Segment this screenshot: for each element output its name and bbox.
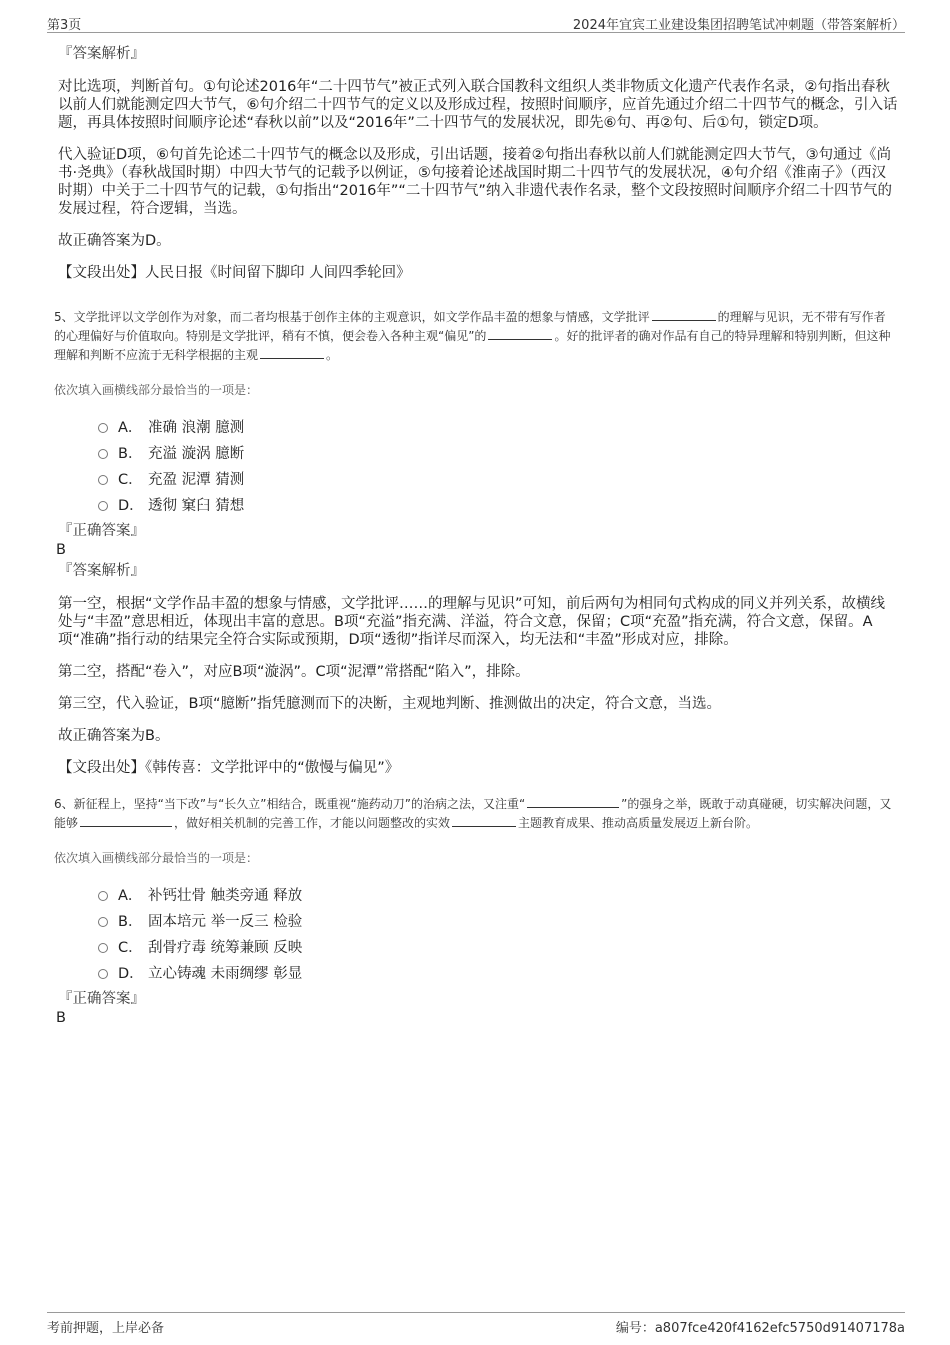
q5-analysis-para2: 第二空，搭配“卷入”，对应B项“漩涡”。C项“泥潭”常搭配“陷入”，排除。 [58,664,530,680]
q6-blank-3 [452,815,516,827]
document-body [54,44,898,1027]
q5-prompt: 依次填入画横线部分最恰当的一项是： [54,383,259,397]
document-title: 2024年宜宾工业建设集团招聘笔试冲刺题（带答案解析） [572,18,905,33]
footer-serial: 编号：a807fce420f4162efc5750d91407178a [615,1321,905,1336]
q5-option-a[interactable]: A． 准确 浪潮 臆测 [98,413,898,439]
q6-option-a[interactable]: A． 补钙壮骨 触类旁通 释放 [98,881,898,907]
page-number: 第3页 [47,18,82,33]
q5-correct-label: 『正确答案』 [58,523,145,539]
radio-icon[interactable] [98,943,108,953]
q5-conclusion: 故正确答案为B。 [58,728,170,744]
q5-options [98,413,898,517]
radio-icon[interactable] [98,969,108,979]
q5-analysis-label: 『答案解析』 [58,563,145,579]
radio-icon[interactable] [98,449,108,459]
q5-analysis-para3: 第三空，代入验证，B项“臆断”指凭臆测而下的决断，主观地判断、推测做出的决定，符合文意，当选。 [58,696,721,712]
page-footer [47,1312,905,1335]
q4-analysis-para2: 代入验证D项，⑥句首先论述二十四节气的概念以及形成，引出话题，接着②句指出春秋以前人们就能测定四大节气，③句通过《尚书·尧典》（春秋战国时期）中四大节气的记载予以例证，⑤句接着论述战国时期二十四节气的发展状况，④句介绍《淮南子》（西汉时期）中关于二十四节气的记载，①句指出“2016年”“二十四节气”纳入非遗代表作名录，整个文段按照时间顺序介绍二十四节气的发展过程，符合逻辑，当选。 [58,147,892,217]
q5-source: 【文段出处】《韩传喜：文学批评中的“傲慢与偏见”》 [58,760,400,776]
q5-correct-answer: B [56,542,66,558]
q4-analysis-para1: 对比选项，判断首句。①句论述2016年“二十四节气”被正式列入联合国教科文组织人类非物质文化遗产代表作名录，②句指出春秋以前人们就能测定四大节气，⑥句介绍二十四节气的定义以及形成过程，按照时间顺序，应首先通过介绍二十四节气的概念，引入话题，再具体按照时间顺序论述“春秋以前”以及“2016年”二十四节气的发展状况，即先⑥句、再②句、后①句，锁定D项。 [58,79,898,131]
q6-correct-answer: B [56,1010,66,1026]
q5-blank-3 [260,347,324,359]
radio-icon[interactable] [98,501,108,511]
q6-prompt: 依次填入画横线部分最恰当的一项是： [54,851,259,865]
q4-analysis-label: 『答案解析』 [58,46,145,62]
q6-option-d[interactable]: D． 立心铸魂 未雨绸缪 彰显 [98,959,898,985]
q5-blank-1 [652,309,716,321]
q5-option-b[interactable]: B． 充溢 漩涡 臆断 [98,439,898,465]
page-header [47,12,905,33]
q6-option-b[interactable]: B． 固本培元 举一反三 检验 [98,907,898,933]
radio-icon[interactable] [98,917,108,927]
q4-source: 【文段出处】人民日报《时间留下脚印 人间四季轮回》 [58,265,411,281]
q5-option-c[interactable]: C． 充盈 泥潭 猜测 [98,465,898,491]
q6-options [98,881,898,985]
q6-blank-1 [527,796,619,808]
q5-question: 5、文学批评以文学创作为对象，而二者均根基于创作主体的主观意识，如文学作品丰盈的想象与情感，文学批评 的理解与见识，无不带有写作者的心理偏好与价值取向。特别是文学批评，稍有不慎，便会卷入各种主观“偏见”的 。好的批评者的确对作品有自己的特异理解和特别判断，但这种理解和判断不应流于无科学根据的主观 。 [54,310,891,362]
radio-icon[interactable] [98,475,108,485]
q5-blank-2 [488,328,552,340]
footer-slogan: 考前押题，上岸必备 [47,1321,165,1336]
q6-blank-2 [80,815,172,827]
q4-conclusion: 故正确答案为D。 [58,233,171,249]
q6-option-c[interactable]: C． 刮骨疗毒 统筹兼顾 反映 [98,933,898,959]
q5-option-d[interactable]: D． 透彻 窠臼 猜想 [98,491,898,517]
q6-correct-label: 『正确答案』 [58,991,145,1007]
q5-analysis-para1: 第一空，根据“文学作品丰盈的想象与情感，文学批评……的理解与见识”可知，前后两句为相同句式构成的同义并列关系，故横线处与“丰盈”意思相近，体现出丰富的意思。B项“充溢”指充满、洋溢，符合文意，保留；C项“充盈”指充满，符合文意，保留。A项“准确”指行动的结果完全符合实际或预期，D项“透彻”指详尽而深入，均无法和“丰盈”形成对应，排除。 [58,596,886,648]
radio-icon[interactable] [98,891,108,901]
q6-question: 6、新征程上，坚持“当下改”与“长久立”相结合，既重视“施药动刀”的治病之法，又注重“ ”的强身之举，既敢于动真碰硬，切实解决问题，又能够 ，做好相关机制的完善工作，才能以问题整改的实效 主题教育成果、推动高质量发展迈上新台阶。 [54,797,892,830]
radio-icon[interactable] [98,423,108,433]
